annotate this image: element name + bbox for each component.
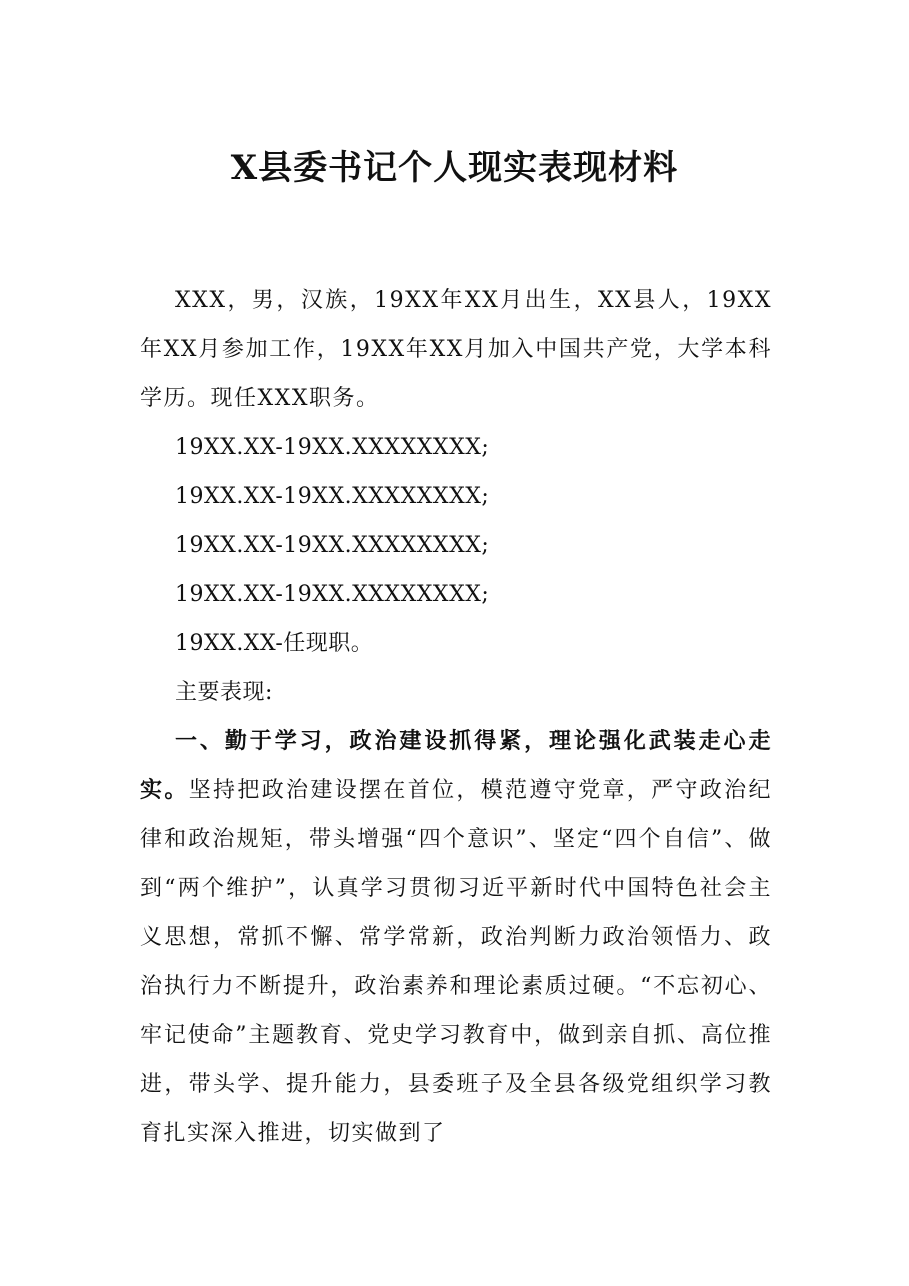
career-entry: 19XX.XX-19XX.XXXXXXXX; [175,582,490,607]
career-entry: 19XX.XX-19XX.XXXXXXXX; [175,484,490,509]
career-entry: 19XX.XX-任现职。 [175,631,374,656]
intro-paragraph: XXX，男，汉族，19XX年XX月出生，XX县人，19XX年XX月参加工作，19XX年XX月加入中国共产党，大学本科学历。现任XXX职务。 [140,288,772,411]
document-body [140,276,772,1158]
career-entry: 19XX.XX-19XX.XXXXXXXX; [175,533,490,558]
section-label: 主要表现: [175,680,273,705]
section-1-paragraph [140,717,772,1158]
section-1-heading: 一、勤于学习，政治建设抓得紧，理论强化武装走心走实。 [140,728,772,803]
section-1-text: 坚持把政治建设摆在首位，模范遵守党章，严守政治纪律和政治规矩，带头增强“四个意识”、坚定“四个自信”、做到“两个维护”，认真学习贯彻习近平新时代中国特色社会主义思想，常抓不懈、常学常新，政治判断力政治领悟力、政治执行力不断提升，政治素养和理论素质过硬。“不忘初心、牢记使命”主题教育、党史学习教育中，做到亲自抓、高位推进，带头学、提升能力，县委班子及全县各级党组织学习教育扎实深入推进，切实做到了 [140,778,772,1146]
career-entry: 19XX.XX-19XX.XXXXXXXX; [175,435,490,460]
document-title: X县委书记个人现实表现材料 [230,148,679,188]
